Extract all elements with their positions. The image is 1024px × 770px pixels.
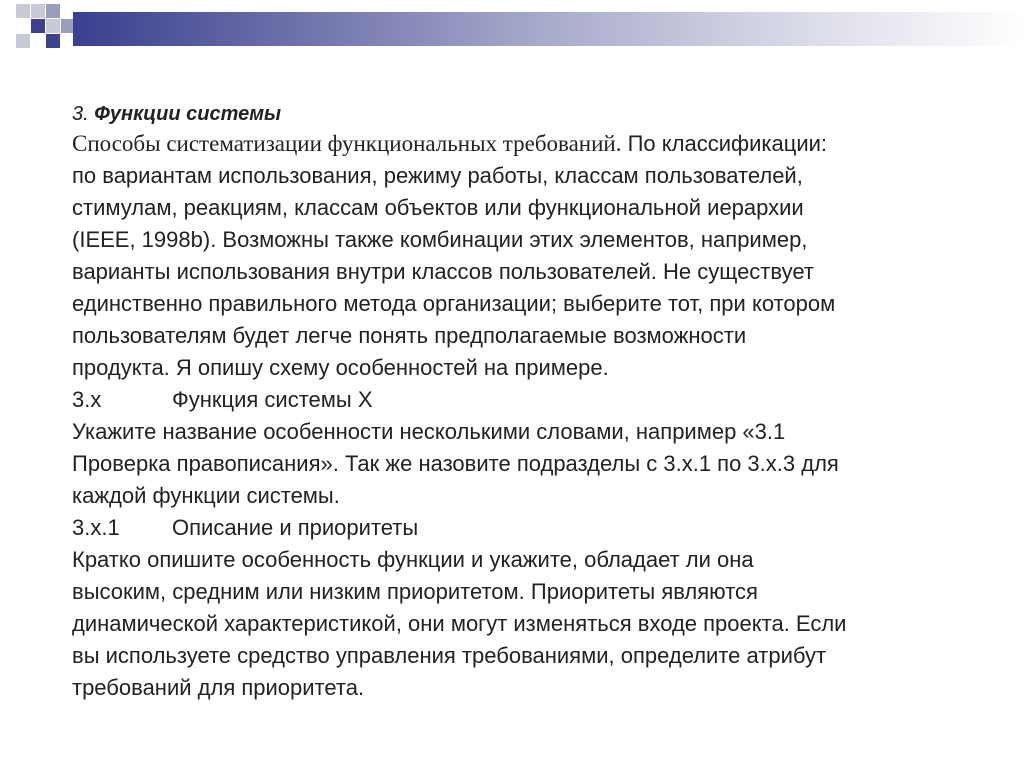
intro-line: по вариантам использования, режиму работы, классам пользователей,	[72, 163, 803, 188]
subsection-heading	[72, 512, 1002, 544]
decor-square	[46, 4, 60, 18]
subsection-line: высоким, средним или низким приоритетом. Приоритеты являются	[72, 579, 758, 604]
decor-square	[46, 19, 60, 33]
feature-code: 3.x	[72, 387, 102, 412]
section-number: 3.	[72, 103, 89, 125]
intro-line: пользователям будет легче понять предполагаемые возможности	[72, 323, 747, 348]
intro-first-line	[72, 128, 1002, 160]
intro-line: (IEEE, 1998b). Возможны также комбинации этих элементов, например,	[72, 227, 808, 252]
decor-square	[16, 34, 30, 48]
intro-line: варианты использования внутри классов пользователей. Не существует	[72, 259, 814, 284]
subsection-line: вы используете средство управления требованиями, определите атрибут	[72, 643, 827, 668]
header-gradient-bar	[73, 12, 1024, 46]
subsection-line: требований для приоритета.	[72, 675, 365, 700]
subsection-line: Кратко опишите особенность функции и укажите, обладает ли она	[72, 547, 754, 572]
intro-line: стимулам, реакциям, классам объектов или функциональной иерархии	[72, 195, 804, 220]
decor-square	[16, 4, 30, 18]
section-title-text: Функции системы	[94, 103, 282, 125]
feature-line: Проверка правописания». Так же назовите подразделы с 3.x.1 по 3.x.3 для	[72, 451, 839, 476]
subsection-code: 3.x.1	[72, 515, 120, 540]
feature-title: Функция системы X	[172, 387, 373, 412]
decor-square	[31, 4, 45, 18]
intro-line: продукта. Я опишу схему особенностей на примере.	[72, 355, 609, 380]
slide-content	[72, 100, 1002, 704]
intro-rest: По классификации:	[621, 131, 828, 156]
decor-square	[31, 19, 45, 33]
feature-heading	[72, 384, 1002, 416]
intro-serif-part: Способы систематизации функциональных требований.	[72, 131, 622, 156]
intro-line: единственно правильного метода организации; выберите тот, при котором	[72, 291, 836, 316]
subsection-line: динамической характеристикой, они могут изменяться входе проекта. Если	[72, 611, 847, 636]
section-title	[72, 100, 1002, 128]
subsection-title: Описание и приоритеты	[172, 515, 419, 540]
feature-line: Укажите название особенности несколькими словами, например «3.1	[72, 419, 786, 444]
feature-line: каждой функции системы.	[72, 483, 340, 508]
decor-square	[46, 34, 60, 48]
